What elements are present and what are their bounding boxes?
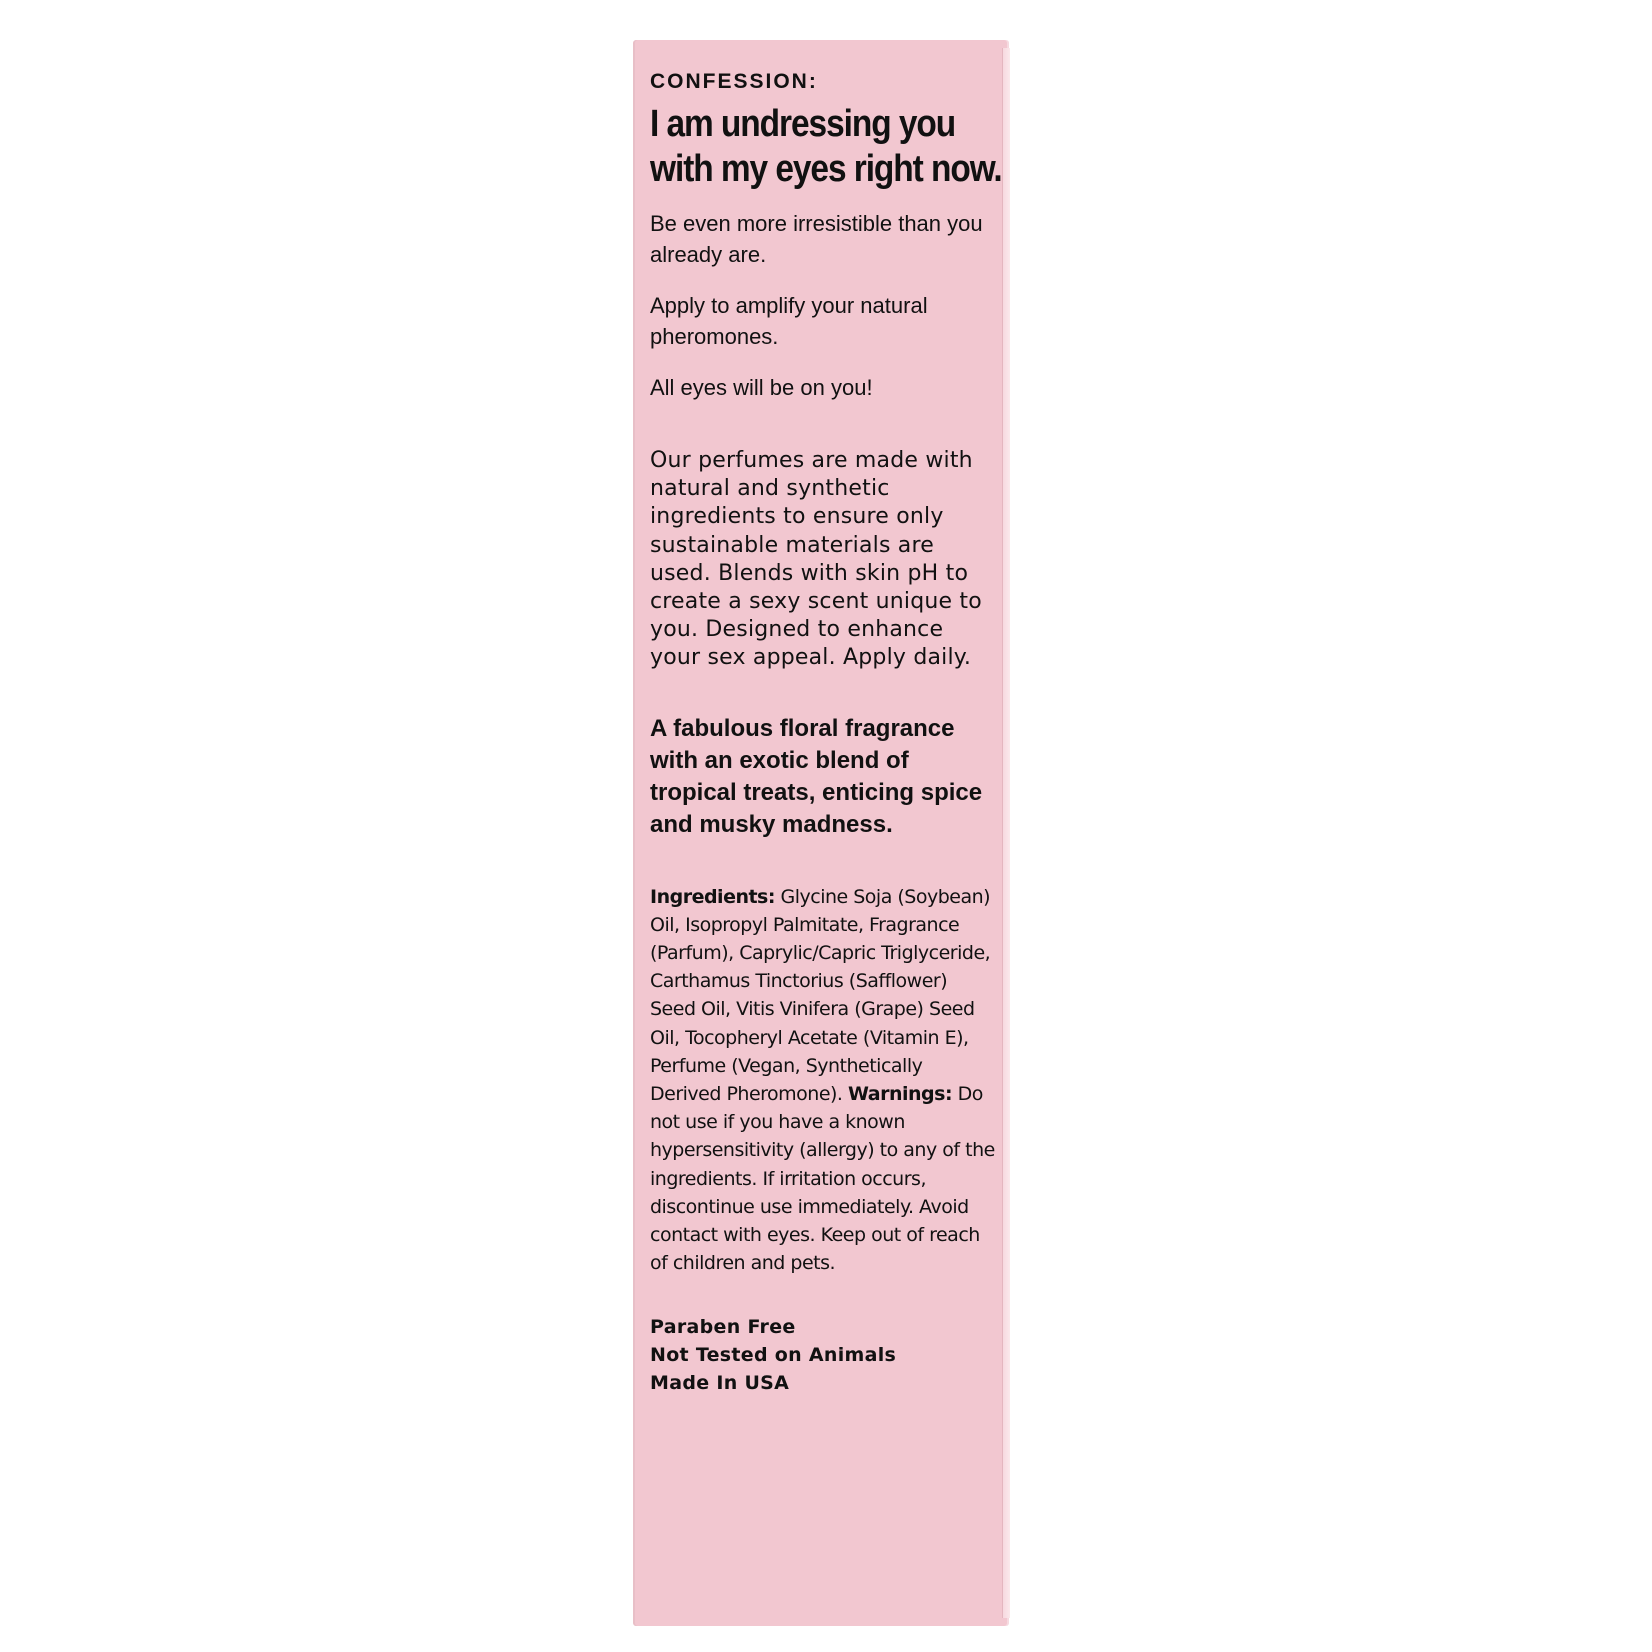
box-edge: [1002, 48, 1010, 1618]
headline: I am undressing you with my eyes right now.: [650, 103, 1002, 190]
warnings-text: Do not use if you have a known hypersensitivity (allergy) to any of the ingredients. If irritation occurs, discontinue use immediately. Avoid contact with eyes. Keep out of reach of children and pets.: [650, 1083, 995, 1275]
claim-item: Paraben Free: [650, 1316, 796, 1339]
intro-line: Be even more irresistible than you already are.: [650, 211, 983, 267]
product-claims: [650, 1313, 995, 1397]
intro-line: Apply to amplify your natural pheromones.: [650, 293, 928, 349]
intro-line: All eyes will be on you!: [650, 375, 873, 400]
claim-item: Made In USA: [650, 1372, 790, 1395]
warnings-label: Warnings:: [848, 1083, 953, 1106]
product-description: Our perfumes are made with natural and synthetic ingredients to ensure only sustainable materials are used. Blends with skin pH to create a sexy scent unique to you. Designed to enhance your sex appeal. Apply daily.: [650, 448, 982, 671]
claim-item: Not Tested on Animals: [650, 1344, 897, 1367]
ingredients-warnings: [650, 883, 995, 1278]
confession-label: CONFESSION:: [650, 70, 818, 93]
panel-content: [650, 70, 1002, 1397]
intro-text: [650, 208, 995, 403]
fragrance-tagline: A fabulous floral fragrance with an exotic blend of tropical treats, enticing spice and musky madness.: [650, 714, 983, 838]
ingredients-label: Ingredients:: [650, 885, 775, 908]
ingredients-text: Glycine Soja (Soybean) Oil, Isopropyl Palmitate, Fragrance (Parfum), Caprylic/Capric Triglyceride, Carthamus Tinctorius (Safflower) Seed Oil, Vitis Vinifera (Grape) Seed Oil, Tocopheryl Acetate (Vitamin E), Perfume (Vegan, Synthetically Derived Pheromone).: [650, 885, 991, 1106]
